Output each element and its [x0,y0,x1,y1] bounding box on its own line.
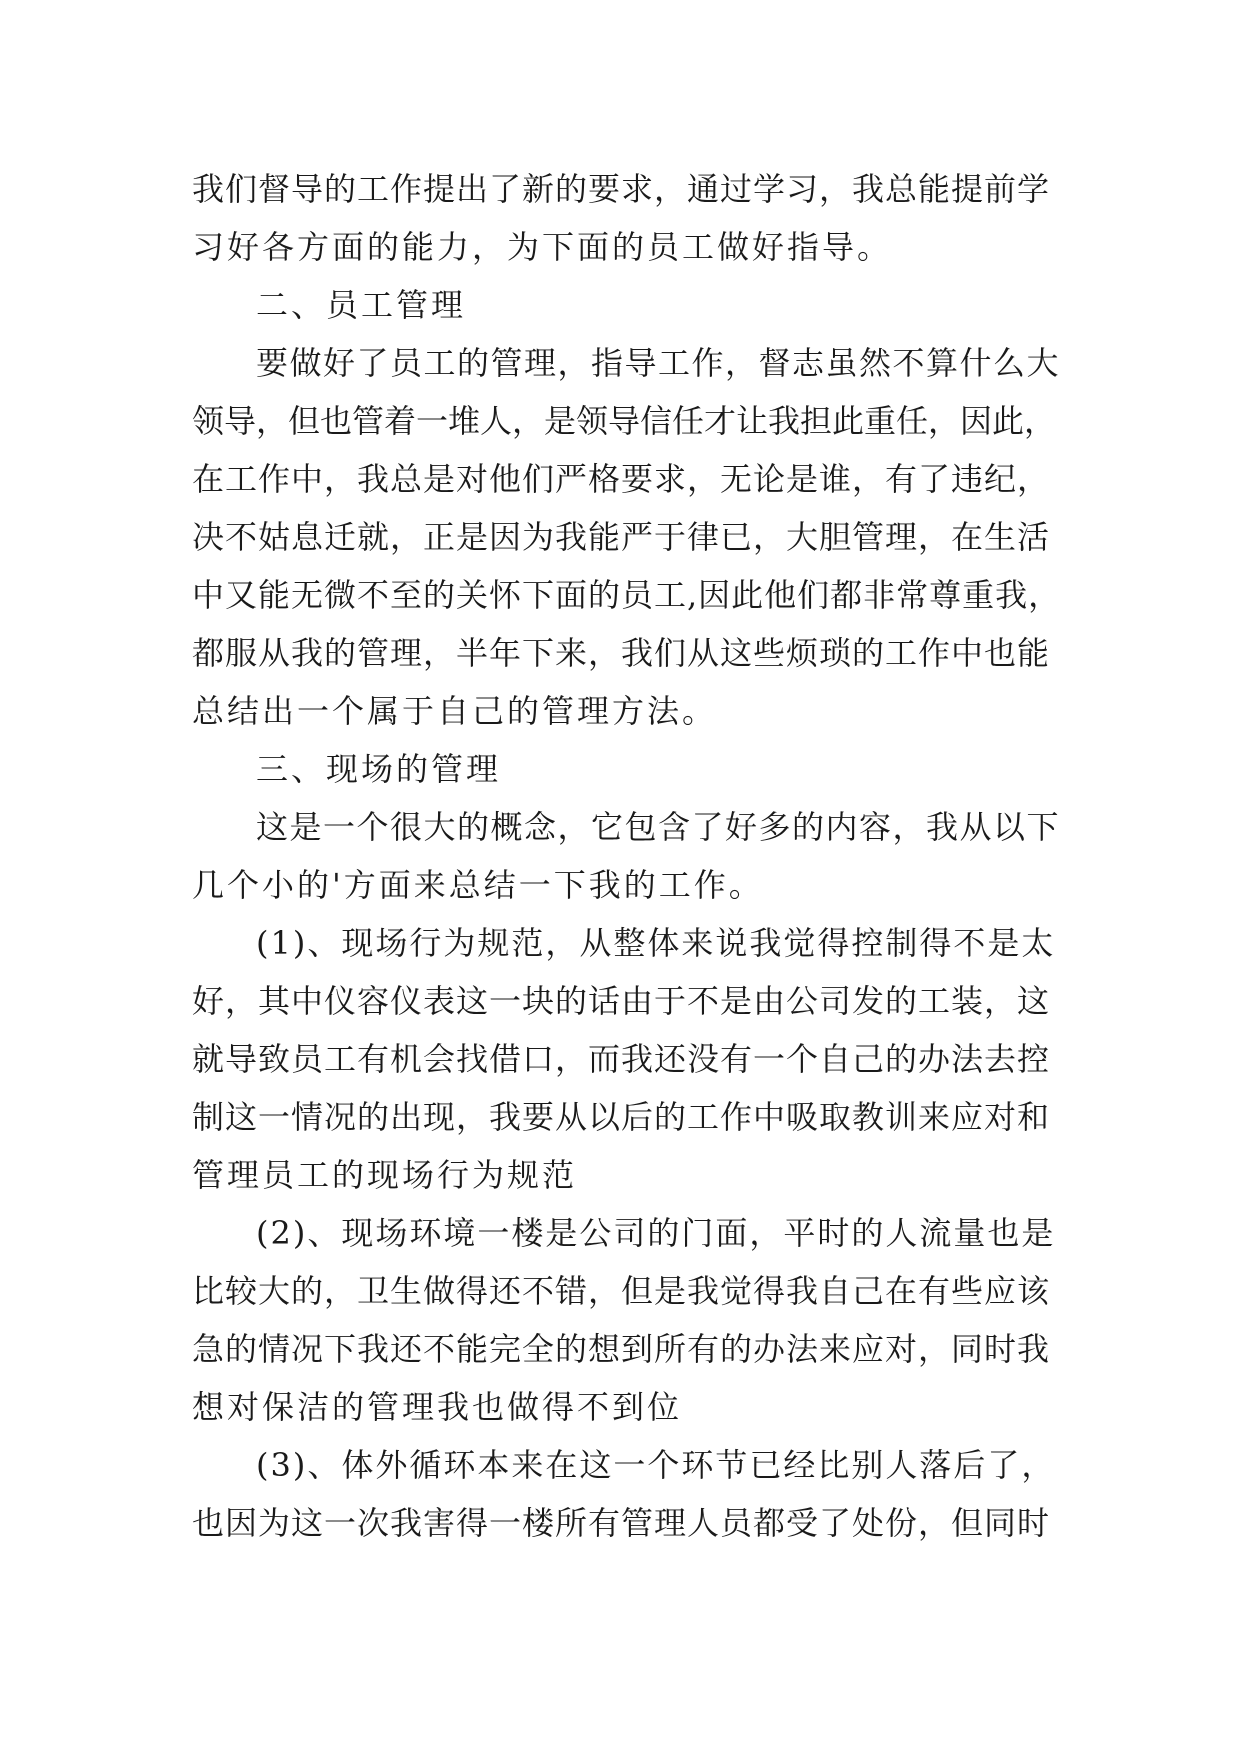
text-line: 也因为这一次我害得一楼所有管理人员都受了处份，但同时 [192,1504,1051,1542]
text-line: 决不姑息迁就，正是因为我能严于律已，大胆管理，在生活 [192,518,1051,556]
text-line: 习好各方面的能力，为下面的员工做好指导。 [192,228,893,266]
text-line: 比较大的，卫生做得还不错，但是我觉得我自己在有些应该 [192,1272,1051,1310]
text-line: 急的情况下我还不能完全的想到所有的办法来应对，同时我 [192,1330,1051,1368]
text-line: 几个小的'方面来总结一下我的工作。 [192,866,764,904]
text-line: 好，其中仪容仪表这一块的话由于不是由公司发的工装，这 [192,982,1051,1020]
text-line: (2)、现场环境一楼是公司的门面，平时的人流量也是 [256,1214,1056,1252]
text-line: 就导致员工有机会找借口，而我还没有一个自己的办法去控 [192,1040,1051,1078]
text-line: 在工作中，我总是对他们严格要求，无论是谁，有了违纪， [192,460,1051,498]
text-line: 想对保洁的管理我也做得不到位 [192,1388,683,1426]
text-line: 二、员工管理 [256,286,467,324]
text-line: 我们督导的工作提出了新的要求，通过学习，我总能提前学 [192,170,1051,208]
text-line: (1)、现场行为规范，从整体来说我觉得控制得不是太 [256,924,1056,962]
text-line: 中又能无微不至的关怀下面的员工,因此他们都非常尊重我， [192,576,1062,614]
text-line: 都服从我的管理，半年下来，我们从这些烦琐的工作中也能 [192,634,1051,672]
text-line: 领导，但也管着一堆人，是领导信任才让我担此重任，因此， [192,402,1057,440]
text-line: (3)、体外循环本来在这一个环节已经比别人落后了， [256,1446,1056,1484]
text-line: 要做好了员工的管理，指导工作，督志虽然不算什么大 [256,344,1061,382]
text-line: 这是一个很大的概念，它包含了好多的内容，我从以下 [256,808,1061,846]
text-line: 管理员工的现场行为规范 [192,1156,578,1194]
body-text [192,160,1062,1552]
text-line: 制这一情况的出现，我要从以后的工作中吸取教训来应对和 [192,1098,1051,1136]
text-line: 总结出一个属于自己的管理方法。 [192,692,718,730]
text-line: 三、现场的管理 [256,750,502,788]
